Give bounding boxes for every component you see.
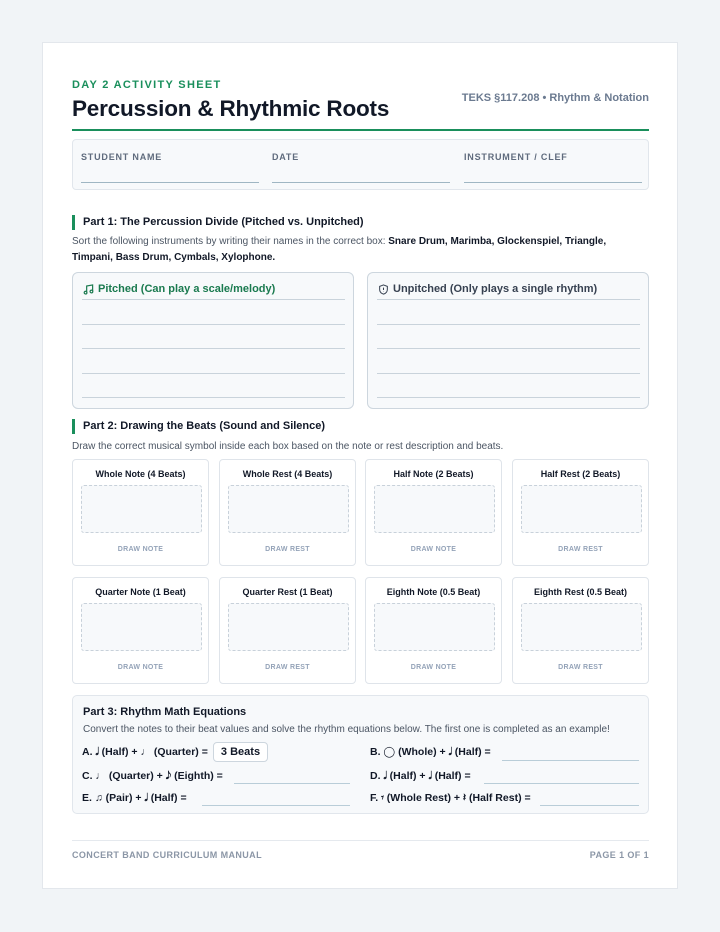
beat-card-quarter-note: [72, 577, 209, 684]
card-hint: DRAW NOTE: [117, 664, 164, 671]
card-label: Quarter Rest (1 Beat): [242, 587, 333, 597]
card-hint: DRAW REST: [558, 664, 603, 671]
equation-a: A. 𝅗𝅥 (Half) + ♩ (Quarter) =: [82, 746, 208, 758]
part1-instructions: [72, 234, 649, 266]
beat-card-whole-rest: [219, 459, 356, 566]
date-field[interactable]: [264, 140, 442, 191]
activity-sheet: [42, 42, 678, 889]
writing-line: [82, 348, 345, 349]
instrument-clef-line: [464, 182, 642, 183]
card-hint: DRAW NOTE: [410, 546, 457, 553]
student-name-line: [81, 182, 259, 183]
drawing-box[interactable]: [228, 603, 349, 651]
equation-c-answer-line[interactable]: [234, 783, 350, 784]
card-hint: DRAW NOTE: [410, 664, 457, 671]
drawing-box[interactable]: [374, 485, 495, 533]
part1-instrument-list: Snare Drum, Marimba, Glockenspiel, Triangle, Timpani, Bass Drum, Cymbals, Xylophone.: [72, 236, 607, 263]
card-label: Quarter Note (1 Beat): [95, 587, 186, 597]
instrument-clef-label: INSTRUMENT / CLEF: [464, 152, 568, 162]
footer-manual-title: CONCERT BAND CURRICULUM MANUAL: [72, 850, 262, 860]
card-hint: DRAW REST: [265, 664, 310, 671]
equation-d-answer-line[interactable]: [484, 783, 639, 784]
footer-divider: [72, 840, 649, 841]
standard-reference: TEKS §117.208 • Rhythm & Notation: [461, 92, 649, 104]
beat-card-whole-note: [72, 459, 209, 566]
shield-icon: [378, 284, 389, 295]
drawing-box[interactable]: [521, 603, 642, 651]
unpitched-header: [378, 283, 597, 295]
equation-e-answer-line[interactable]: [202, 805, 350, 806]
instrument-clef-field[interactable]: [456, 140, 634, 191]
equation-c: C. ♩ (Quarter) + 𝅘𝅥𝅮 (Eighth) =: [82, 770, 223, 782]
unpitched-box[interactable]: [367, 272, 649, 409]
card-label: Eighth Rest (0.5 Beat): [533, 587, 627, 597]
music-note-icon: [83, 284, 94, 295]
card-label: Whole Note (4 Beats): [95, 469, 186, 479]
part1-instructions-text: Sort the following instruments by writing their names in the correct box:: [72, 236, 389, 247]
writing-line: [82, 373, 345, 374]
footer-page-number: PAGE 1 OF 1: [589, 850, 649, 860]
page-title: Percussion & Rhythmic Roots: [72, 96, 390, 121]
writing-line: [82, 324, 345, 325]
card-hint: DRAW NOTE: [117, 546, 164, 553]
pitched-label: Pitched (Can play a scale/melody): [98, 283, 276, 295]
drawing-box[interactable]: [374, 603, 495, 651]
date-line: [272, 182, 450, 183]
equation-a-answer: 3 Beats: [213, 742, 268, 762]
equation-f-answer-line[interactable]: [540, 805, 639, 806]
equation-f: F. 𝄾 (Whole Rest) + 𝄽 (Half Rest) =: [370, 792, 531, 804]
date-label: DATE: [272, 152, 300, 162]
beat-card-eighth-note: [365, 577, 502, 684]
part3-instructions: Convert the notes to their beat values and solve the rhythm equations below. The first one is completed as an example!: [83, 724, 610, 735]
drawing-box[interactable]: [228, 485, 349, 533]
header-divider: [72, 129, 649, 131]
part2-instructions: Draw the correct musical symbol inside each box based on the note or rest description and beats.: [72, 441, 504, 452]
pitched-box[interactable]: [72, 272, 354, 409]
equation-d: D. 𝅗𝅥 (Half) + 𝅗𝅥 (Half) =: [370, 770, 471, 782]
drawing-box[interactable]: [81, 485, 202, 533]
beat-card-half-note: [365, 459, 502, 566]
part3-title: Part 3: Rhythm Math Equations: [83, 706, 247, 718]
beat-card-quarter-rest: [219, 577, 356, 684]
beat-card-half-rest: [512, 459, 649, 566]
drawing-box[interactable]: [521, 485, 642, 533]
student-name-field[interactable]: [73, 140, 251, 191]
sheet-eyebrow: DAY 2 ACTIVITY SHEET: [72, 79, 222, 91]
unpitched-label: Unpitched (Only plays a single rhythm): [393, 283, 598, 295]
card-label: Half Rest (2 Beats): [540, 469, 621, 479]
writing-line: [377, 397, 640, 398]
writing-line: [82, 299, 345, 300]
beat-card-eighth-rest: [512, 577, 649, 684]
writing-line: [377, 324, 640, 325]
writing-line: [82, 397, 345, 398]
card-label: Eighth Note (0.5 Beat): [386, 587, 481, 597]
equation-e: E. ♫ (Pair) + 𝅗𝅥 (Half) =: [82, 792, 187, 804]
drawing-box[interactable]: [81, 603, 202, 651]
writing-line: [377, 299, 640, 300]
part2-title: Part 2: Drawing the Beats (Sound and Silence): [72, 419, 325, 434]
equation-b: B. ◯ (Whole) + 𝅗𝅥 (Half) =: [370, 746, 491, 758]
equation-b-answer-line[interactable]: [502, 760, 639, 761]
student-name-label: STUDENT NAME: [81, 152, 163, 162]
card-label: Half Note (2 Beats): [393, 469, 474, 479]
card-label: Whole Rest (4 Beats): [242, 469, 333, 479]
writing-line: [377, 373, 640, 374]
writing-line: [377, 348, 640, 349]
card-hint: DRAW REST: [558, 546, 603, 553]
card-hint: DRAW REST: [265, 546, 310, 553]
pitched-header: [83, 283, 275, 295]
part1-title: Part 1: The Percussion Divide (Pitched vs. Unpitched): [72, 215, 364, 230]
student-info-panel: [72, 139, 649, 190]
